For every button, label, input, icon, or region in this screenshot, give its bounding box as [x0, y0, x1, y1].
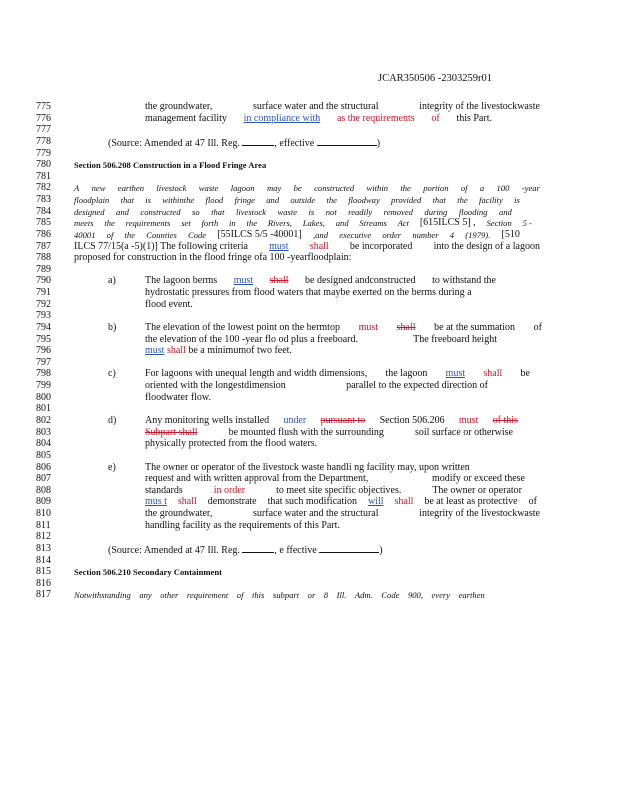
inserted-text: as the requirements — [336, 112, 415, 124]
text-run: lagoon — [230, 183, 255, 194]
line-text — [145, 368, 530, 380]
text-run: For lagoons with unequal length and width dimensions, — [145, 368, 368, 380]
text-run: A — [74, 183, 80, 194]
text-run: The owner or operator — [432, 484, 522, 496]
line-text — [145, 299, 193, 311]
line-text — [74, 241, 540, 253]
line-number: 808 — [36, 484, 51, 496]
line-number: 812 — [36, 531, 51, 543]
document-line — [0, 566, 618, 578]
text-run: the — [326, 195, 337, 206]
text-run: be — [293, 183, 302, 194]
document-line — [0, 427, 618, 439]
text-run: of — [460, 183, 468, 194]
line-text — [74, 229, 520, 241]
text-run: b) — [108, 321, 117, 333]
document-line — [0, 392, 618, 404]
line-number: 786 — [36, 228, 51, 240]
text-run: Section 506.210 Secondary Containment — [74, 567, 223, 578]
line-number: 811 — [36, 519, 51, 531]
text-run: a — [479, 183, 485, 194]
line-number: 793 — [36, 310, 51, 322]
text-run: 4 — [449, 229, 455, 240]
line-number: 794 — [36, 321, 51, 333]
text-run: surface water and the structural — [253, 101, 379, 112]
document-line — [0, 485, 618, 497]
text-run: modify or exceed these — [431, 473, 525, 485]
document-line — [0, 252, 618, 264]
inserted-text: must — [145, 345, 165, 357]
text-run: 100 — [496, 183, 510, 194]
text-run: in — [229, 218, 236, 229]
text-run: Counties — [146, 229, 177, 240]
text-run: [510 — [501, 228, 520, 240]
line-number: 804 — [36, 438, 51, 450]
text-run: Lakes, — [302, 218, 325, 229]
document-line — [0, 403, 618, 415]
document-line — [0, 194, 618, 206]
inserted-text: shall — [177, 496, 197, 508]
document-line — [0, 310, 618, 322]
text-run: constructed — [314, 183, 355, 194]
document-line — [0, 299, 618, 311]
text-run: [55ILCS 5/5 -40001] — [217, 228, 302, 240]
text-run: any — [139, 590, 152, 601]
line-number: 777 — [36, 124, 51, 136]
text-run: that — [432, 195, 446, 206]
text-run: into the design of a lagoon — [433, 240, 540, 252]
line-text — [145, 334, 497, 346]
line-number: 807 — [36, 473, 51, 485]
line-text — [145, 462, 530, 474]
text-run: Section 506.206 — [379, 415, 445, 426]
inserted-text: shall — [309, 240, 329, 252]
text-run: surface water and the structural — [253, 508, 379, 520]
document-line — [0, 415, 618, 427]
text-run: livestock — [156, 183, 187, 194]
text-run: and — [116, 206, 129, 217]
text-run: earthen — [458, 590, 485, 601]
text-run: readily — [348, 206, 373, 217]
inserted-text: in compliance with — [243, 112, 321, 124]
text-run: of — [528, 496, 537, 508]
text-run: , effective — [274, 137, 317, 149]
text-run: parallel to the expected direction of — [346, 380, 488, 392]
line-number: 809 — [36, 496, 51, 508]
line-text — [145, 287, 540, 299]
document-line — [0, 380, 618, 392]
text-run: number — [412, 229, 439, 240]
document-line — [0, 543, 618, 555]
inserted-text: must — [458, 415, 479, 426]
inserted-text: shall — [394, 496, 414, 508]
line-text — [145, 415, 518, 427]
text-run: that — [211, 206, 225, 217]
line-text — [145, 427, 513, 439]
document-line — [0, 462, 618, 474]
text-run: Any monitoring wells installed — [145, 415, 270, 426]
text-run: is — [308, 206, 315, 217]
text-run: is — [514, 195, 520, 206]
text-run: meets — [74, 218, 94, 229]
text-run: be a minimumof two feet. — [185, 345, 292, 357]
line-text — [74, 194, 520, 206]
text-run: and — [335, 218, 349, 229]
document-line — [0, 113, 618, 125]
text-run: fringe — [234, 195, 255, 206]
text-run: so — [191, 206, 200, 217]
inserted-text: must — [269, 240, 289, 252]
line-text — [145, 380, 488, 392]
document-line — [0, 531, 618, 543]
inserted-text: must — [445, 368, 466, 380]
line-number: 782 — [36, 182, 51, 194]
text-run: and — [498, 206, 512, 217]
text-run: flood event. — [145, 298, 193, 310]
text-run: waste — [198, 183, 219, 194]
line-number: 814 — [36, 554, 51, 566]
deleted-text: of this — [492, 415, 518, 426]
text-run: the — [400, 183, 411, 194]
line-text — [145, 520, 340, 532]
line-number: 785 — [36, 217, 51, 229]
inserted-text: shall — [166, 345, 186, 357]
text-run: provided — [391, 195, 422, 206]
document-line — [0, 438, 618, 450]
text-run: flood — [205, 195, 224, 206]
line-text — [145, 473, 525, 485]
document-line — [0, 368, 618, 380]
line-number: 806 — [36, 461, 51, 473]
text-run: demonstrate — [207, 496, 257, 508]
text-run: of — [236, 590, 244, 601]
text-run: request and with written approval from the Department, — [145, 473, 369, 485]
document-line — [0, 508, 618, 520]
text-run: [615ILCS 5] , — [419, 217, 476, 229]
line-number: 795 — [36, 333, 51, 345]
line-text — [74, 182, 540, 194]
document-line — [0, 589, 618, 601]
text-run: -year — [521, 183, 540, 194]
text-run: facility — [478, 195, 503, 206]
text-run: (Source: Amended at 47 Ill. Reg. — [108, 544, 243, 556]
text-run: integrity of the livestockwaste — [419, 508, 540, 520]
text-run: subpart — [272, 590, 300, 601]
line-text — [145, 345, 292, 357]
line-text — [145, 485, 522, 497]
text-run: The owner or operator of the livestock waste handli ng facility may, upon written — [145, 461, 470, 473]
line-text — [145, 508, 540, 520]
text-run: portion — [423, 183, 449, 194]
deleted-text: shall — [269, 275, 289, 287]
text-run: be mounted flush with the surrounding — [228, 426, 384, 438]
text-run: physically protected from the flood waters. — [145, 438, 318, 450]
text-run: removed — [383, 206, 413, 217]
text-run: management facility — [145, 112, 227, 124]
line-number: 800 — [36, 391, 51, 403]
text-run: 5 - — [522, 218, 532, 229]
text-run: c) — [108, 368, 116, 380]
text-run: requirements — [125, 218, 171, 229]
text-run: flooding — [458, 206, 488, 217]
text-run: livestock — [235, 206, 266, 217]
text-run: (Source: Amended at 47 Ill. Reg. — [108, 137, 243, 149]
text-run: of — [106, 229, 114, 240]
line-text — [145, 113, 492, 125]
text-run: Ill. — [336, 590, 347, 601]
text-run: or — [307, 590, 316, 601]
line-number: 803 — [36, 426, 51, 438]
text-run: this — [251, 590, 265, 601]
line-number: 817 — [36, 589, 51, 601]
text-run: The elevation of the lowest point on the bermtop — [145, 321, 340, 333]
text-run: earthen — [117, 183, 145, 194]
line-number: 802 — [36, 415, 51, 426]
text-run: standards — [145, 484, 183, 496]
text-run: the — [104, 218, 115, 229]
document-line — [0, 555, 618, 567]
text-run: the — [124, 229, 136, 240]
text-run: is — [145, 195, 151, 206]
document-line — [0, 322, 618, 334]
line-number: 787 — [36, 240, 51, 252]
line-text — [74, 217, 532, 229]
text-run: that — [120, 195, 134, 206]
text-run: 900, — [407, 590, 423, 601]
deleted-text: pursuant to — [320, 415, 366, 426]
text-run: integrity of the livestockwaste — [419, 101, 540, 112]
text-run: be at least as protective — [424, 496, 518, 508]
line-number: 791 — [36, 287, 51, 299]
text-run: within — [366, 183, 389, 194]
text-run: this Part. — [456, 112, 492, 124]
line-text — [145, 275, 496, 287]
text-run: handling facility as the requirements of this Part. — [145, 519, 340, 531]
text-run: of — [533, 321, 542, 333]
text-run: that such modification — [267, 496, 358, 508]
text-run: The freeboard height — [413, 333, 497, 345]
text-run: withinthe — [162, 195, 195, 206]
line-number: 776 — [36, 112, 51, 124]
text-run: The lagoon berms — [145, 275, 218, 287]
text-run: hydrostatic pressures from flood waters that maybe exerted on the berms during a — [145, 287, 472, 299]
text-run: 40001 — [74, 229, 96, 240]
text-run: 8 — [323, 590, 329, 601]
text-run: and — [266, 195, 280, 206]
text-run: new — [91, 183, 106, 194]
text-run: floodwater flow. — [145, 391, 211, 403]
document-line — [0, 520, 618, 532]
deleted-text: Subpart shall — [145, 426, 198, 438]
text-run: requirement — [186, 590, 229, 601]
text-run: waste — [277, 206, 298, 217]
text-run: every — [431, 590, 451, 601]
line-number: 815 — [36, 566, 51, 578]
text-run: Section 506.208 Construction in a Flood Fringe Area — [74, 160, 267, 171]
document-line — [0, 206, 618, 218]
document-line — [0, 287, 618, 299]
inserted-text: must — [233, 275, 254, 287]
line-text — [74, 206, 512, 218]
text-run: ILCS 77/15(a -5)(1)] The following criteria — [74, 240, 248, 252]
document-header: JCAR350506 -2303259r01 — [378, 73, 493, 84]
text-run: Streams — [359, 218, 387, 229]
document-line — [0, 182, 618, 194]
text-run: Adm. — [354, 590, 373, 601]
text-run: ) — [376, 137, 381, 149]
line-text — [74, 159, 266, 171]
document-line — [0, 264, 618, 276]
text-run: order — [382, 229, 402, 240]
text-run: the lagoon — [385, 368, 428, 380]
text-run: be incorporated — [349, 240, 413, 252]
inserted-text: shall — [483, 368, 503, 380]
deleted-text: shall — [396, 321, 416, 333]
text-run: be designed andconstructed — [305, 275, 416, 287]
line-number: 788 — [36, 252, 51, 264]
line-text — [145, 322, 542, 334]
inserted-text: of — [431, 112, 440, 124]
document-line — [0, 136, 618, 148]
text-run: , e ffective — [274, 544, 320, 556]
text-run: ,and — [312, 229, 328, 240]
text-run: the elevation of the 100 -year flo od plus a freeboard. — [145, 333, 358, 345]
text-run: to withstand the — [432, 275, 496, 287]
line-number: 779 — [36, 147, 51, 159]
document-line — [0, 171, 618, 183]
text-run: Section — [486, 218, 512, 229]
line-number: 789 — [36, 263, 51, 275]
text-run: set — [181, 218, 191, 229]
line-text — [145, 438, 317, 450]
line-number: 797 — [36, 356, 51, 368]
text-run: during — [424, 206, 448, 217]
text-run: the — [246, 218, 258, 229]
line-number: 792 — [36, 298, 51, 310]
document-line — [0, 357, 618, 369]
line-number: 816 — [36, 577, 51, 589]
document-line — [0, 229, 618, 241]
line-number: 790 — [36, 275, 51, 287]
document-line — [0, 275, 618, 287]
fill-in-blank — [319, 543, 379, 553]
document-line — [0, 217, 618, 229]
line-number: 784 — [36, 205, 51, 217]
line-number: 781 — [36, 170, 51, 182]
line-number: 783 — [36, 194, 51, 206]
text-run: e) — [108, 461, 116, 473]
text-run: outside — [290, 195, 316, 206]
text-run: constructed — [140, 206, 181, 217]
line-number: 805 — [36, 449, 51, 461]
inserted-text: in order — [213, 484, 246, 496]
fill-in-blank — [242, 543, 274, 553]
fill-in-blank — [317, 136, 377, 146]
inserted-text: mus t — [145, 496, 167, 508]
inserted-text: will — [367, 496, 384, 508]
text-run: the — [457, 195, 468, 206]
document-line — [0, 241, 618, 253]
document-line — [0, 578, 618, 590]
inserted-text: under — [283, 415, 307, 426]
text-run: may — [266, 183, 282, 194]
document-line — [0, 496, 618, 508]
text-run: d) — [108, 415, 117, 426]
line-number: 796 — [36, 345, 51, 357]
text-run: Rivers, — [267, 218, 292, 229]
document-line — [0, 148, 618, 160]
document-line — [0, 159, 618, 171]
line-number: 799 — [36, 380, 51, 392]
text-run: oriented with the longestdimension — [145, 380, 286, 392]
line-text — [74, 252, 351, 264]
text-run: other — [160, 590, 179, 601]
text-run: proposed for construction in the flood fringe ofa 100 -yearfloodplain: — [74, 252, 352, 264]
text-run: a) — [108, 275, 116, 287]
document-line — [0, 473, 618, 485]
text-run: designed — [74, 206, 105, 217]
text-run: floodplain — [74, 195, 110, 206]
line-number: 813 — [36, 542, 51, 554]
line-text — [74, 566, 222, 578]
text-run: (1979). — [465, 229, 491, 240]
line-text — [145, 101, 540, 113]
text-run: the groundwater, — [145, 101, 213, 112]
line-text — [145, 496, 537, 508]
text-run: the groundwater, — [145, 508, 213, 520]
text-run: forth — [201, 218, 219, 229]
text-run: executive — [339, 229, 372, 240]
text-run: be — [520, 368, 530, 380]
document-line — [0, 450, 618, 462]
text-run: floodway — [348, 195, 380, 206]
line-number: 775 — [36, 101, 51, 112]
text-run: soil surface or otherwise — [414, 426, 513, 438]
text-run: be at the summation — [434, 321, 515, 333]
document-line — [0, 334, 618, 346]
fill-in-blank — [242, 136, 274, 146]
document-line — [0, 101, 618, 113]
line-text — [145, 392, 211, 404]
text-run: Code — [187, 229, 207, 240]
text-run: not — [325, 206, 337, 217]
text-run: Act — [397, 218, 410, 229]
text-run: to meet site specific objectives. — [276, 484, 402, 496]
document-line — [0, 345, 618, 357]
line-number: 798 — [36, 368, 51, 380]
line-number: 780 — [36, 159, 51, 171]
text-run: Code — [381, 590, 400, 601]
line-number: 778 — [36, 135, 51, 147]
text-run: ) — [379, 544, 383, 556]
document-line — [0, 124, 618, 136]
inserted-text: must — [358, 321, 379, 333]
line-number: 810 — [36, 508, 51, 520]
line-text — [74, 589, 485, 601]
text-run: Notwithstanding — [74, 590, 131, 601]
line-number: 801 — [36, 403, 51, 415]
